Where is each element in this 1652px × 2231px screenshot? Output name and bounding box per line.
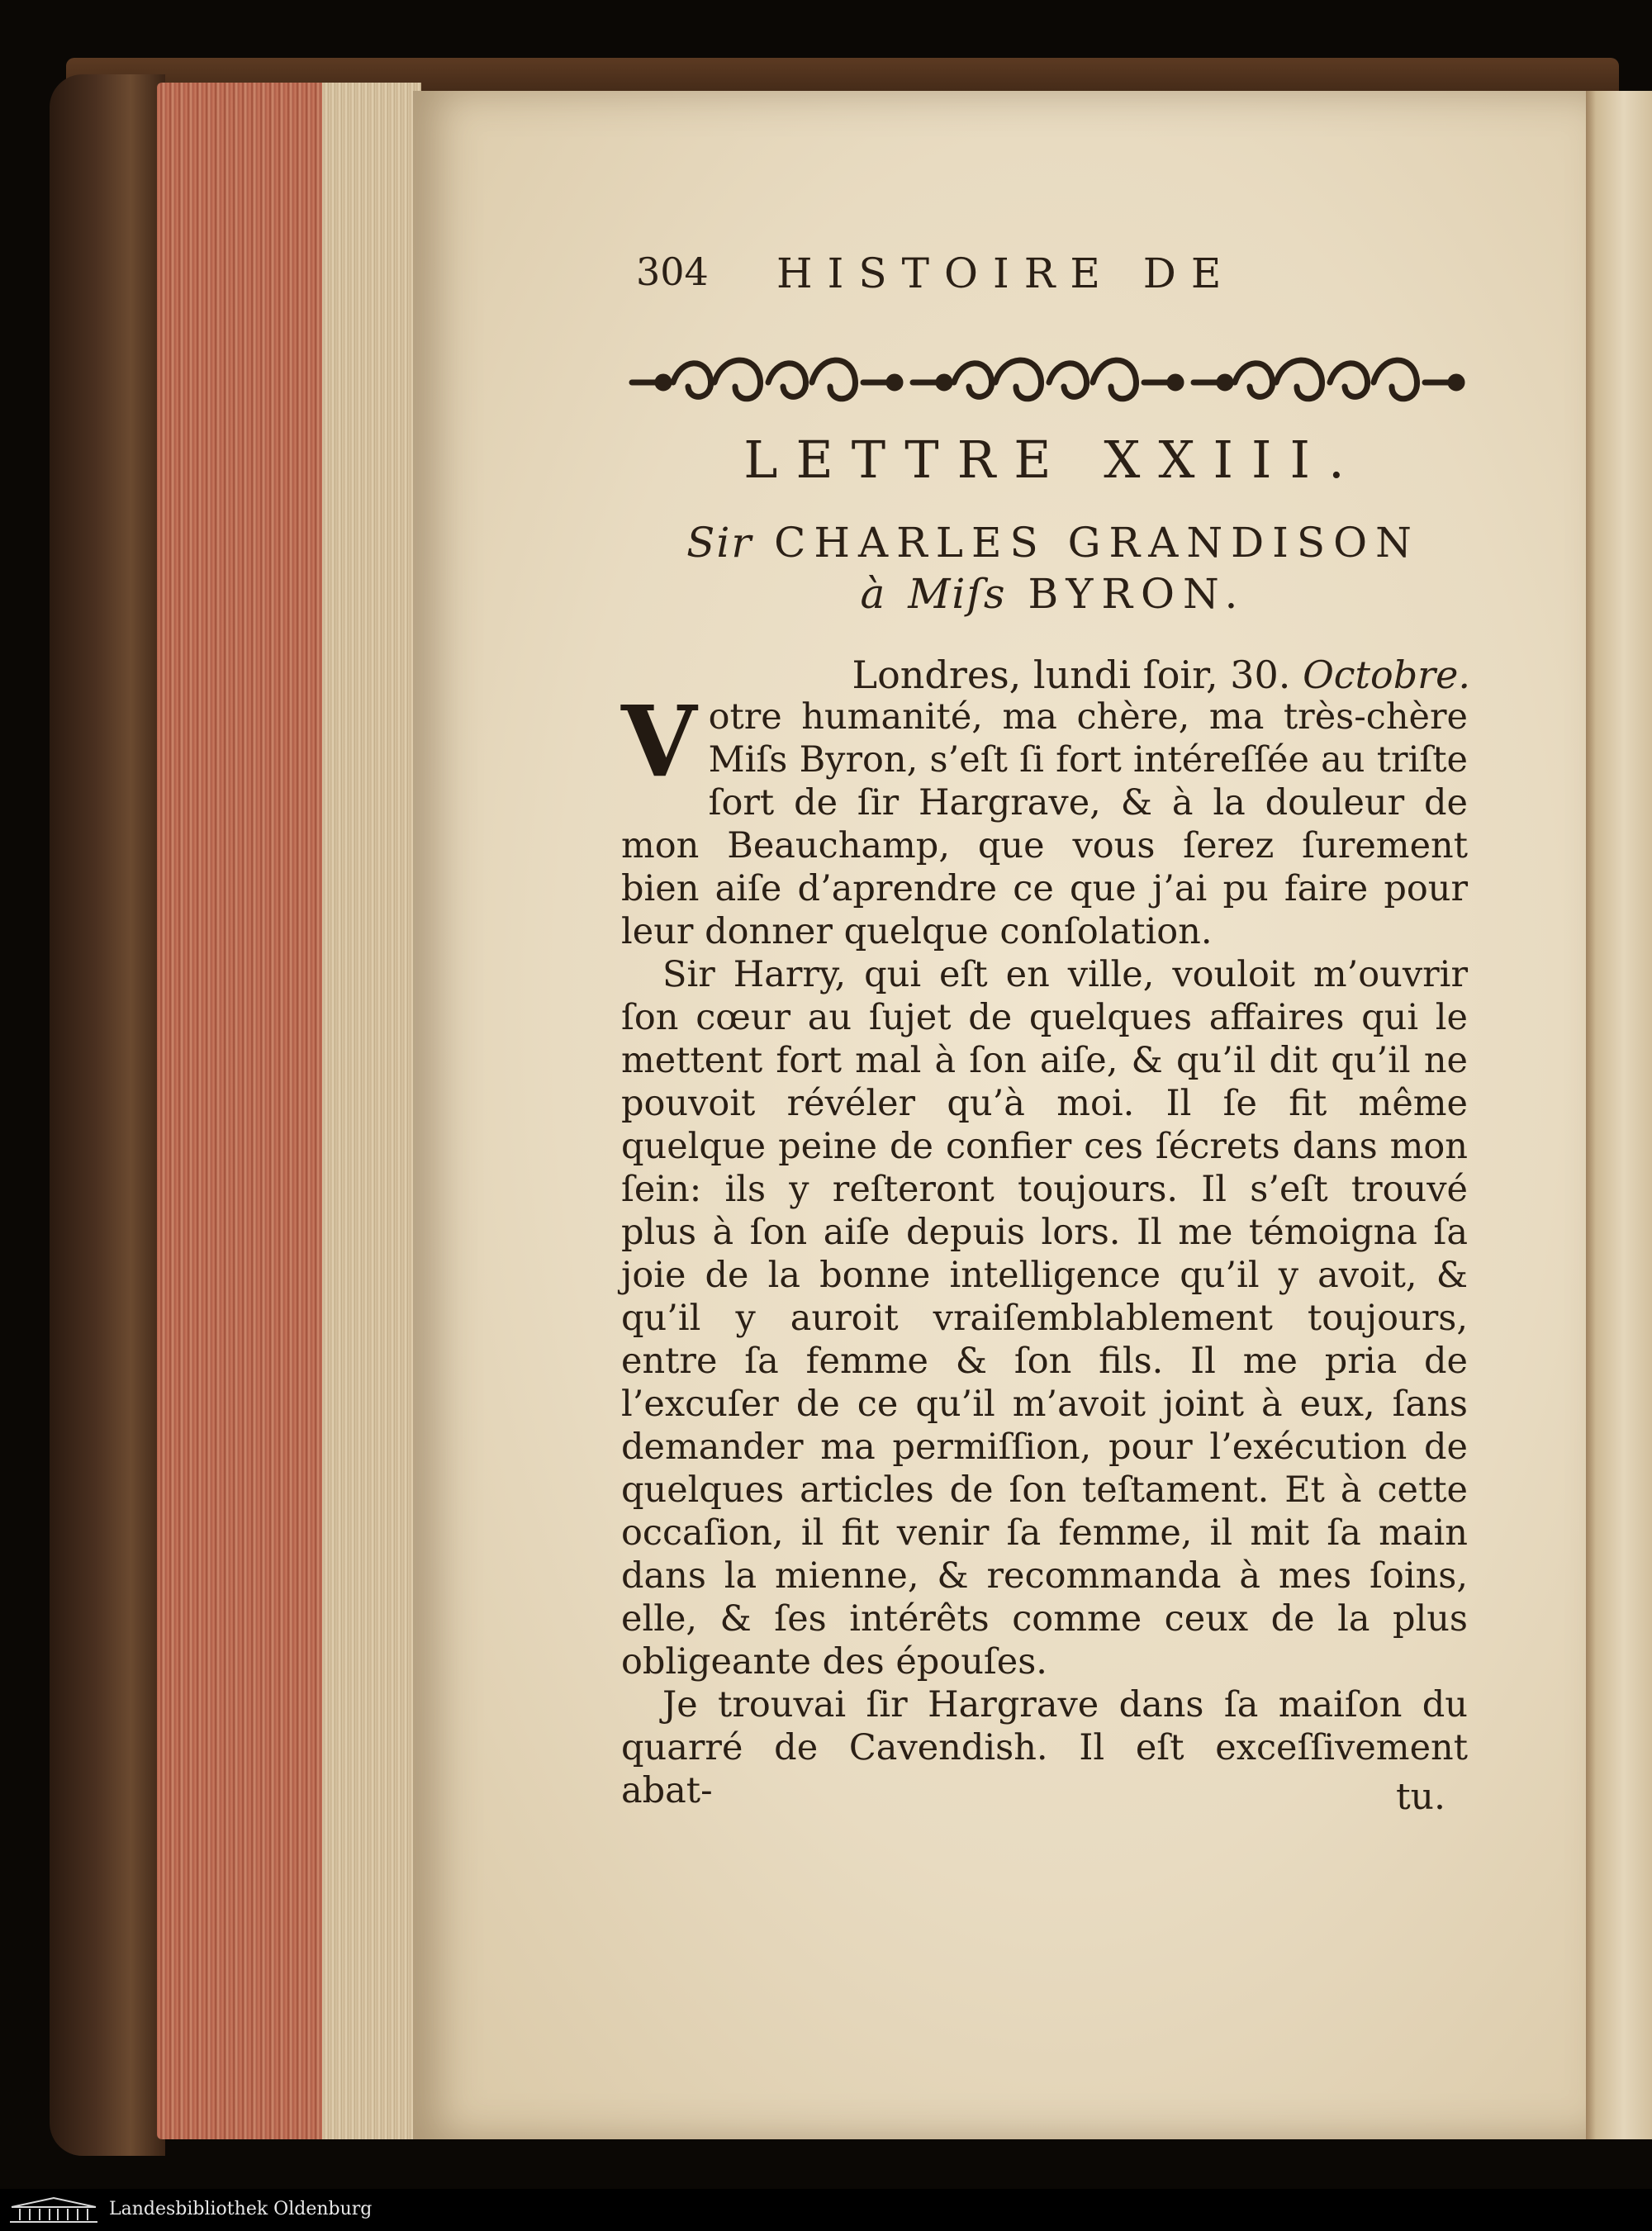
address-recipient: BYRON. (1028, 570, 1246, 618)
letter-dateline (636, 653, 1470, 697)
paragraph-3: Je trouvai ſir Hargrave dans ſa maiſon du quarré de Cavendish. Il eſt exceſſivement abat- (621, 1684, 1468, 1811)
letter-address-line2 (636, 570, 1470, 618)
paragraph-2: Sir Harry, qui eſt en ville, vouloit m’ouvrir ſon cœur au ſujet de quelques affaires qui le mettent fort mal à ſon aiſe, & qu’il dit qu’il ne pouvoit révéler qu’à moi. Il ſe fit même quelque peine de confier ces ſécrets dans mon ſein: ils y reſteront toujours. Il s’eſt trouvé plus à ſon aiſe depuis lors. Il me témoigna ſa joie de la bonne intelligence qu’il y avoit, & qu’il y auroit vraiſemblablement toujours, entre ſa femme & ſon fils. Il me pria de l’excuſer de ce qu’il m’avoit joint à eux, ſans demander ma permiſſion, pour l’exécution de quelques articles de ſon teſtament. Et à cette occaſion, il fit venir ſa femme, il mit ſa main dans la mienne, & recommanda à mes ſoins, elle, & ſes intérêts comme ceux de la plus obligeante des épouſes. (621, 954, 1468, 1683)
page-edges (157, 83, 421, 2139)
letter-body (621, 684, 1468, 1812)
paragraph-1 (621, 684, 1468, 953)
facing-page-edge (1582, 91, 1652, 2139)
address-sender: CHARLES GRANDISON (774, 519, 1420, 567)
dateline-text: Londres, lundi ſoir, 30. (852, 653, 1303, 697)
drop-cap: V (621, 684, 697, 799)
paragraph-1-text: otre humanité, ma chère, ma très-chère Miſs Byron, s’eſt ſi fort intéreſſée au triſte ſort de ſir Hargrave, & à la douleur de mon Beauchamp, que vous ſerez ſurement bien aiſe d’aprendre ce que j’ai pu faire pour leur donner quelque conſolation. (621, 696, 1468, 952)
address-prefix-a: à (860, 570, 887, 618)
page-number: 304 (636, 249, 709, 294)
address-title-miss: Miſs (908, 570, 1007, 618)
catchword: tu. (1396, 1776, 1446, 1818)
book-spine (50, 74, 165, 2156)
library-name: Landesbibliothek Oldenburg (109, 2199, 373, 2219)
letter-address-line1 (636, 519, 1470, 567)
dateline-month: Octobre. (1303, 653, 1470, 697)
address-prefix-sir: Sir (686, 519, 753, 567)
library-footer (0, 2189, 1652, 2231)
ornament-headpiece-icon (624, 345, 1474, 420)
running-title: HISTOIRE DE (776, 249, 1237, 297)
page-header (636, 249, 1470, 299)
letter-heading: LETTRE XXIII. (743, 430, 1363, 490)
library-building-icon (8, 2195, 99, 2225)
